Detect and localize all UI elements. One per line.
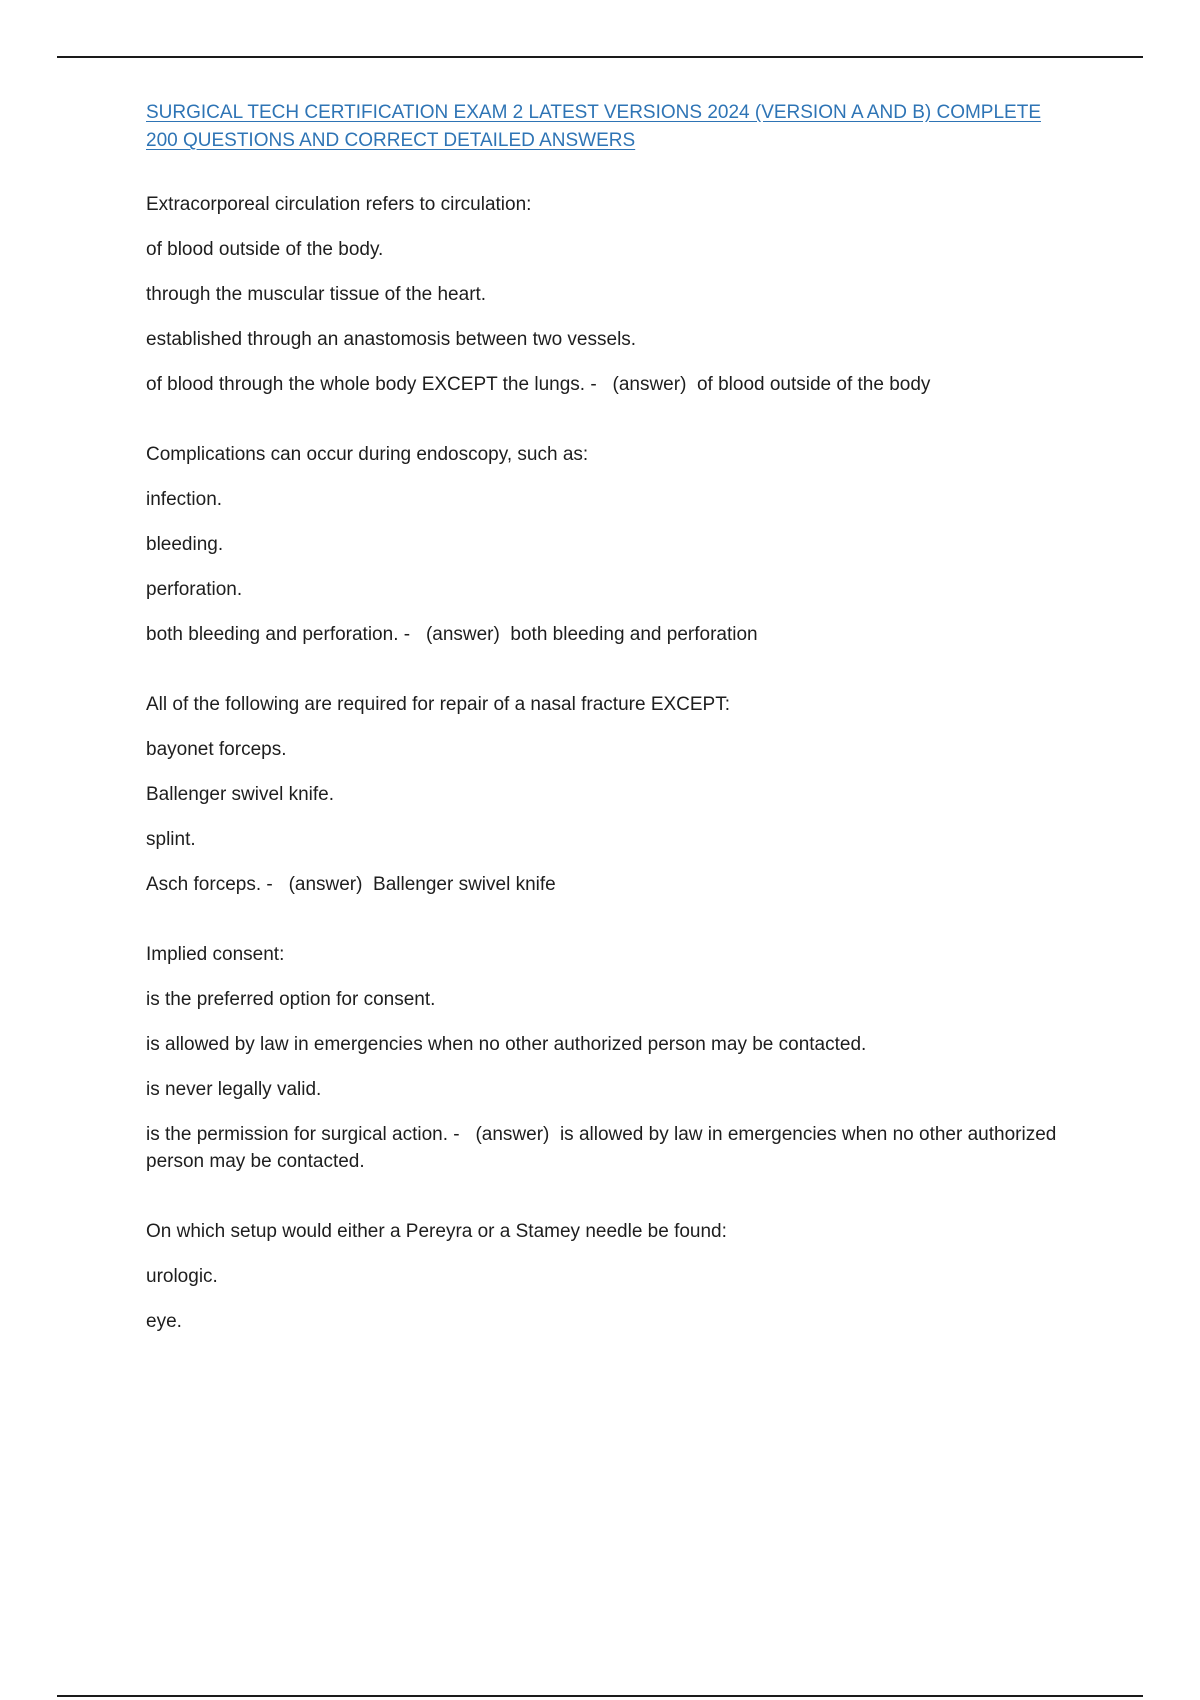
answer-label: (answer) — [288, 874, 363, 895]
answer-option: infection. — [146, 489, 223, 510]
question-stem: Complications can occur during endoscopy, such as: — [146, 444, 589, 465]
correct-answer: of blood outside of the body — [696, 374, 931, 395]
question-block-3 — [146, 691, 1076, 898]
correct-answer: both bleeding and perforation — [510, 624, 758, 645]
question-block-2 — [146, 441, 1076, 648]
question-block-1 — [146, 191, 1076, 398]
answer-option: is the preferred option for consent. — [146, 989, 436, 1010]
question-stem: Implied consent: — [146, 944, 285, 965]
answer-option: urologic. — [146, 1266, 218, 1287]
answer-option: of blood through the whole body EXCEPT the lungs. - — [146, 374, 597, 395]
answer-line — [146, 1121, 1076, 1175]
question-block-5 — [146, 1218, 1076, 1335]
answer-option: eye. — [146, 1311, 182, 1332]
answer-option: of blood outside of the body. — [146, 239, 384, 260]
answer-option: both bleeding and perforation. - — [146, 624, 411, 645]
answer-option: bayonet forceps. — [146, 739, 287, 760]
answer-option: Asch forceps. - — [146, 874, 273, 895]
question-block-4 — [146, 941, 1076, 1175]
question-stem: Extracorporeal circulation refers to circulation: — [146, 194, 532, 215]
document-body — [146, 99, 1076, 1378]
question-stem: All of the following are required for repair of a nasal fracture EXCEPT: — [146, 694, 731, 715]
correct-answer: Ballenger swivel knife — [373, 874, 556, 895]
answer-option: is the permission for surgical action. - — [146, 1124, 460, 1145]
answer-option: is allowed by law in emergencies when no other authorized person may be contacted. — [146, 1034, 867, 1055]
answer-option: is never legally valid. — [146, 1079, 322, 1100]
answer-label: (answer) — [612, 374, 687, 395]
correct-answer: is allowed by law in emergencies when no other authorized person may be contacted. — [146, 1124, 1057, 1172]
answer-option: bleeding. — [146, 534, 224, 555]
footer-rule — [57, 1695, 1143, 1697]
answer-option: splint. — [146, 829, 196, 850]
header-rule — [57, 56, 1143, 58]
answer-option: through the muscular tissue of the heart. — [146, 284, 487, 305]
answer-label: (answer) — [475, 1124, 550, 1145]
answer-option: Ballenger swivel knife. — [146, 784, 334, 805]
answer-line — [146, 371, 1076, 398]
answer-line — [146, 871, 1076, 898]
answer-option: perforation. — [146, 579, 243, 600]
answer-label: (answer) — [425, 624, 500, 645]
document-title-link[interactable]: SURGICAL TECH CERTIFICATION EXAM 2 LATEST VERSIONS 2024 (VERSION A AND B) COMPLETE 200 QUESTIONS AND CORRECT DETAILED ANSWERS — [146, 102, 1041, 151]
question-stem: On which setup would either a Pereyra or a Stamey needle be found: — [146, 1221, 727, 1242]
answer-option: established through an anastomosis between two vessels. — [146, 329, 637, 350]
answer-line — [146, 621, 1076, 648]
